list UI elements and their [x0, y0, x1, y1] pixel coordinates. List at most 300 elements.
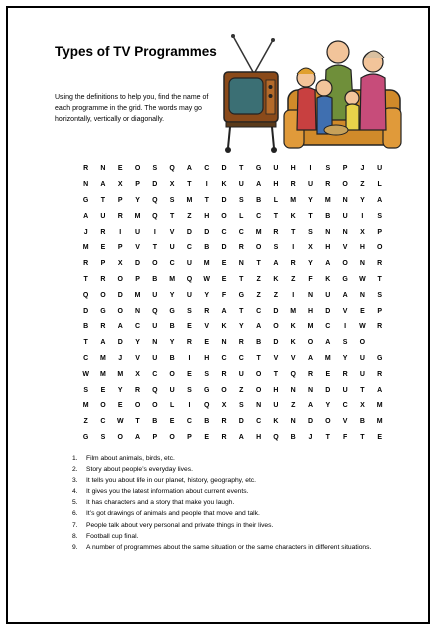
grid-letter[interactable]: V [342, 307, 348, 315]
grid-letter[interactable]: V [342, 244, 348, 252]
grid-letter[interactable]: O [134, 165, 141, 173]
grid-letter[interactable]: D [83, 307, 89, 315]
grid-letter[interactable]: K [325, 275, 331, 283]
grid-letter[interactable]: C [256, 307, 262, 315]
grid-letter[interactable]: U [359, 354, 365, 362]
grid-letter[interactable]: P [117, 244, 123, 252]
grid-letter[interactable]: R [135, 386, 141, 394]
grid-letter[interactable]: R [290, 260, 296, 268]
grid-letter[interactable]: K [221, 181, 227, 189]
grid-letter[interactable]: C [100, 418, 106, 426]
grid-letter[interactable]: C [238, 354, 244, 362]
grid-letter[interactable]: P [342, 165, 348, 173]
grid-letter[interactable]: Y [135, 339, 140, 347]
grid-letter[interactable]: A [135, 433, 141, 441]
grid-letter[interactable]: E [100, 386, 106, 394]
grid-letter[interactable]: T [239, 165, 244, 173]
grid-letter[interactable]: T [360, 433, 365, 441]
grid-letter[interactable]: Q [152, 212, 158, 220]
grid-letter[interactable]: T [360, 386, 365, 394]
grid-letter[interactable]: Q [152, 386, 158, 394]
grid-letter[interactable]: N [307, 291, 314, 299]
grid-letter[interactable]: J [83, 228, 88, 236]
grid-letter[interactable]: O [169, 433, 175, 441]
grid-letter[interactable]: E [169, 418, 175, 426]
grid-letter[interactable]: Q [204, 402, 210, 410]
grid-letter[interactable]: G [255, 165, 262, 173]
grid-letter[interactable]: A [100, 339, 106, 347]
grid-letter[interactable]: A [256, 181, 262, 189]
grid-letter[interactable]: C [325, 323, 331, 331]
grid-letter[interactable]: U [359, 370, 365, 378]
grid-letter[interactable]: E [221, 260, 227, 268]
grid-letter[interactable]: S [325, 165, 331, 173]
grid-letter[interactable]: O [376, 244, 383, 252]
grid-letter[interactable]: P [100, 260, 106, 268]
grid-letter[interactable]: D [307, 418, 314, 426]
grid-letter[interactable]: N [221, 339, 227, 347]
grid-letter[interactable]: B [83, 323, 89, 331]
grid-letter[interactable]: C [169, 260, 175, 268]
grid-letter[interactable]: B [152, 275, 158, 283]
grid-letter[interactable]: C [256, 212, 262, 220]
grid-letter[interactable]: U [307, 181, 314, 189]
grid-letter[interactable]: Q [152, 196, 158, 204]
grid-letter[interactable]: A [307, 402, 314, 410]
grid-letter[interactable]: K [290, 323, 296, 331]
grid-letter[interactable]: O [117, 275, 123, 283]
grid-letter[interactable]: N [307, 386, 314, 394]
grid-letter[interactable]: A [377, 196, 383, 204]
grid-letter[interactable]: V [135, 354, 140, 362]
grid-letter[interactable]: E [187, 370, 192, 378]
grid-letter[interactable]: G [342, 275, 348, 283]
grid-letter[interactable]: E [100, 244, 106, 252]
grid-letter[interactable]: B [204, 244, 210, 252]
grid-letter[interactable]: O [152, 402, 158, 410]
grid-letter[interactable]: T [273, 212, 279, 220]
grid-letter[interactable]: R [325, 181, 331, 189]
grid-letter[interactable]: C [238, 228, 244, 236]
grid-letter[interactable]: X [360, 228, 365, 236]
grid-letter[interactable]: X [169, 181, 175, 189]
grid-letter[interactable]: P [377, 307, 383, 315]
grid-letter[interactable]: R [290, 181, 296, 189]
grid-letter[interactable]: P [377, 228, 383, 236]
grid-letter[interactable]: U [100, 212, 106, 220]
grid-letter[interactable]: L [273, 196, 279, 204]
grid-letter[interactable]: D [325, 307, 331, 315]
grid-letter[interactable]: K [273, 275, 279, 283]
grid-letter[interactable]: E [325, 370, 331, 378]
grid-letter[interactable]: N [342, 228, 348, 236]
grid-letter[interactable]: U [238, 370, 244, 378]
grid-letter[interactable]: C [83, 354, 89, 362]
grid-letter[interactable]: H [204, 212, 210, 220]
grid-letter[interactable]: T [135, 418, 140, 426]
grid-letter[interactable]: B [256, 196, 262, 204]
grid-letter[interactable]: K [290, 339, 296, 347]
grid-letter[interactable]: V [135, 244, 140, 252]
grid-letter[interactable]: R [307, 370, 314, 378]
grid-letter[interactable]: C [256, 418, 262, 426]
grid-letter[interactable]: S [377, 212, 383, 220]
grid-letter[interactable]: P [135, 275, 140, 283]
grid-letter[interactable]: D [135, 260, 141, 268]
grid-letter[interactable]: N [342, 196, 348, 204]
grid-letter[interactable]: V [290, 354, 296, 362]
grid-letter[interactable]: U [169, 244, 175, 252]
grid-letter[interactable]: B [169, 323, 175, 331]
grid-letter[interactable]: A [117, 323, 123, 331]
grid-letter[interactable]: G [82, 196, 89, 204]
grid-letter[interactable]: A [325, 339, 331, 347]
grid-letter[interactable]: I [153, 228, 156, 236]
grid-letter[interactable]: P [135, 181, 140, 189]
grid-letter[interactable]: F [221, 291, 227, 299]
grid-letter[interactable]: D [221, 196, 227, 204]
grid-letter[interactable]: L [239, 212, 244, 220]
grid-letter[interactable]: P [117, 196, 123, 204]
grid-letter[interactable]: U [238, 181, 244, 189]
grid-letter[interactable]: I [119, 228, 122, 236]
grid-letter[interactable]: O [359, 339, 366, 347]
grid-letter[interactable]: O [307, 339, 314, 347]
grid-letter[interactable]: Z [273, 291, 279, 299]
grid-letter[interactable]: C [186, 244, 192, 252]
grid-letter[interactable]: H [290, 165, 296, 173]
grid-letter[interactable]: A [256, 323, 262, 331]
grid-letter[interactable]: M [186, 196, 193, 204]
grid-letter[interactable]: O [152, 260, 158, 268]
grid-letter[interactable]: V [204, 323, 210, 331]
grid-letter[interactable]: C [204, 165, 210, 173]
grid-letter[interactable]: Q [82, 291, 89, 299]
grid-letter[interactable]: R [342, 370, 348, 378]
grid-letter[interactable]: O [325, 418, 331, 426]
grid-letter[interactable]: T [100, 196, 106, 204]
grid-letter[interactable]: C [342, 402, 348, 410]
grid-letter[interactable]: I [344, 323, 347, 331]
grid-letter[interactable]: B [204, 418, 210, 426]
grid-letter[interactable]: D [221, 244, 227, 252]
grid-letter[interactable]: U [152, 354, 158, 362]
grid-letter[interactable]: R [377, 323, 383, 331]
grid-letter[interactable]: L [169, 402, 175, 410]
grid-letter[interactable]: Z [291, 275, 296, 283]
grid-letter[interactable]: C [135, 323, 141, 331]
grid-letter[interactable]: Z [256, 275, 261, 283]
grid-letter[interactable]: S [308, 228, 313, 236]
grid-letter[interactable]: U [135, 228, 141, 236]
grid-letter[interactable]: Z [239, 386, 244, 394]
grid-letter[interactable]: R [377, 370, 383, 378]
grid-letter[interactable]: C [186, 418, 192, 426]
grid-letter[interactable]: R [238, 244, 244, 252]
grid-letter[interactable]: N [135, 307, 141, 315]
grid-letter[interactable]: A [221, 307, 227, 315]
grid-letter[interactable]: G [100, 307, 106, 315]
grid-letter[interactable]: V [342, 418, 348, 426]
grid-letter[interactable]: B [290, 433, 296, 441]
grid-letter[interactable]: H [273, 386, 279, 394]
grid-letter[interactable]: N [359, 291, 365, 299]
grid-letter[interactable]: B [325, 212, 331, 220]
grid-letter[interactable]: Q [290, 370, 296, 378]
grid-letter[interactable]: M [134, 212, 141, 220]
grid-letter[interactable]: I [292, 291, 295, 299]
grid-letter[interactable]: D [238, 418, 244, 426]
grid-letter[interactable]: Q [152, 307, 158, 315]
grid-letter[interactable]: U [186, 260, 192, 268]
grid-letter[interactable]: M [100, 354, 106, 362]
grid-letter[interactable]: S [187, 386, 192, 394]
grid-letter[interactable]: D [117, 291, 123, 299]
grid-letter[interactable]: Z [187, 212, 192, 220]
grid-letter[interactable]: R [186, 339, 192, 347]
grid-letter[interactable]: G [204, 386, 210, 394]
grid-letter[interactable]: Y [204, 291, 210, 299]
grid-letter[interactable]: S [238, 196, 244, 204]
grid-letter[interactable]: K [290, 212, 296, 220]
grid-letter[interactable]: X [117, 260, 123, 268]
grid-letter[interactable]: Z [291, 402, 296, 410]
grid-letter[interactable]: D [117, 339, 123, 347]
grid-letter[interactable]: M [290, 307, 297, 315]
grid-letter[interactable]: E [204, 339, 210, 347]
grid-letter[interactable]: H [307, 307, 314, 315]
grid-letter[interactable]: O [100, 402, 106, 410]
grid-letter[interactable]: Q [169, 165, 175, 173]
grid-letter[interactable]: W [116, 418, 124, 426]
grid-letter[interactable]: A [100, 181, 106, 189]
grid-letter[interactable]: A [307, 354, 314, 362]
grid-letter[interactable]: Z [256, 291, 261, 299]
grid-letter[interactable]: B [169, 354, 175, 362]
grid-letter[interactable]: O [273, 323, 279, 331]
grid-letter[interactable]: S [273, 244, 279, 252]
grid-letter[interactable]: U [377, 165, 383, 173]
grid-letter[interactable]: U [152, 291, 158, 299]
grid-letter[interactable]: N [83, 181, 89, 189]
grid-letter[interactable]: Y [325, 402, 331, 410]
grid-letter[interactable]: N [152, 339, 158, 347]
grid-letter[interactable]: G [82, 433, 89, 441]
grid-letter[interactable]: E [360, 307, 365, 315]
grid-letter[interactable]: U [186, 291, 192, 299]
grid-letter[interactable]: W [82, 370, 89, 378]
grid-letter[interactable]: X [117, 181, 123, 189]
grid-letter[interactable]: A [238, 433, 244, 441]
grid-letter[interactable]: U [169, 386, 175, 394]
grid-letter[interactable]: T [308, 212, 313, 220]
grid-letter[interactable]: R [100, 228, 106, 236]
grid-letter[interactable]: F [342, 433, 348, 441]
grid-letter[interactable]: R [83, 260, 89, 268]
grid-letter[interactable]: T [187, 181, 192, 189]
grid-letter[interactable]: J [360, 165, 365, 173]
grid-letter[interactable]: M [324, 196, 331, 204]
grid-letter[interactable]: T [256, 260, 261, 268]
grid-letter[interactable]: K [221, 323, 227, 331]
grid-letter[interactable]: Y [308, 260, 313, 268]
grid-letter[interactable]: R [221, 418, 227, 426]
grid-letter[interactable]: O [117, 307, 123, 315]
grid-letter[interactable]: Y [135, 196, 140, 204]
grid-letter[interactable]: Z [360, 181, 365, 189]
grid-letter[interactable]: O [117, 433, 123, 441]
grid-letter[interactable]: M [376, 418, 383, 426]
grid-letter[interactable]: N [238, 260, 244, 268]
grid-letter[interactable]: W [359, 323, 366, 331]
grid-letter[interactable]: E [221, 275, 227, 283]
grid-letter[interactable]: P [152, 433, 158, 441]
grid-letter[interactable]: Y [238, 323, 244, 331]
grid-letter[interactable]: R [221, 433, 227, 441]
grid-letter[interactable]: U [273, 165, 279, 173]
grid-letter[interactable]: E [117, 402, 123, 410]
grid-letter[interactable]: I [205, 181, 208, 189]
grid-letter[interactable]: I [188, 402, 191, 410]
grid-letter[interactable]: N [325, 228, 331, 236]
grid-letter[interactable]: U [325, 291, 331, 299]
grid-letter[interactable]: T [239, 275, 244, 283]
grid-letter[interactable]: R [273, 228, 279, 236]
grid-letter[interactable]: Q [186, 275, 193, 283]
grid-letter[interactable]: E [204, 433, 210, 441]
grid-letter[interactable]: T [377, 275, 382, 283]
grid-letter[interactable]: U [152, 323, 158, 331]
grid-letter[interactable]: R [117, 212, 123, 220]
grid-letter[interactable]: M [203, 260, 210, 268]
grid-letter[interactable]: T [169, 212, 175, 220]
grid-letter[interactable]: U [342, 386, 348, 394]
grid-letter[interactable]: D [325, 386, 331, 394]
grid-letter[interactable]: T [291, 228, 296, 236]
grid-letter[interactable]: N [290, 418, 296, 426]
grid-letter[interactable]: R [377, 260, 383, 268]
grid-letter[interactable]: N [100, 165, 106, 173]
grid-letter[interactable]: T [83, 339, 88, 347]
grid-letter[interactable]: O [100, 291, 106, 299]
grid-letter[interactable]: U [273, 402, 279, 410]
grid-letter[interactable]: S [100, 433, 106, 441]
grid-letter[interactable]: I [361, 212, 364, 220]
grid-letter[interactable]: D [273, 307, 279, 315]
grid-letter[interactable]: M [100, 370, 106, 378]
grid-letter[interactable]: O [221, 386, 227, 394]
grid-letter[interactable]: H [204, 354, 210, 362]
grid-letter[interactable]: M [134, 291, 141, 299]
grid-letter[interactable]: D [273, 339, 279, 347]
grid-letter[interactable]: T [273, 370, 279, 378]
grid-letter[interactable]: A [342, 291, 348, 299]
grid-letter[interactable]: R [221, 370, 227, 378]
grid-letter[interactable]: R [100, 275, 106, 283]
grid-letter[interactable]: N [290, 386, 296, 394]
grid-letter[interactable]: M [290, 196, 297, 204]
grid-letter[interactable]: R [83, 165, 89, 173]
grid-letter[interactable]: T [239, 307, 244, 315]
grid-letter[interactable]: X [360, 402, 365, 410]
grid-letter[interactable]: W [203, 275, 211, 283]
grid-letter[interactable]: H [325, 244, 331, 252]
grid-letter[interactable]: L [377, 181, 382, 189]
grid-letter[interactable]: B [256, 339, 262, 347]
grid-letter[interactable]: H [256, 433, 262, 441]
grid-letter[interactable]: G [238, 291, 245, 299]
grid-letter[interactable]: D [186, 228, 192, 236]
grid-letter[interactable]: C [221, 228, 227, 236]
grid-letter[interactable]: I [292, 244, 295, 252]
grid-letter[interactable]: M [117, 370, 124, 378]
grid-letter[interactable]: A [273, 260, 279, 268]
grid-letter[interactable]: O [255, 370, 262, 378]
grid-letter[interactable]: X [221, 402, 227, 410]
grid-letter[interactable]: K [273, 418, 279, 426]
grid-letter[interactable]: D [204, 228, 210, 236]
grid-letter[interactable]: Q [273, 433, 279, 441]
grid-letter[interactable]: B [152, 418, 158, 426]
grid-letter[interactable]: Y [308, 196, 313, 204]
grid-letter[interactable]: T [204, 196, 209, 204]
grid-letter[interactable]: G [169, 307, 175, 315]
grid-letter[interactable]: S [377, 291, 383, 299]
grid-letter[interactable]: O [134, 402, 141, 410]
grid-letter[interactable]: O [169, 370, 175, 378]
grid-letter[interactable]: M [82, 244, 89, 252]
grid-letter[interactable]: Y [169, 339, 175, 347]
grid-letter[interactable]: Y [342, 354, 348, 362]
grid-letter[interactable]: R [100, 323, 106, 331]
grid-letter[interactable]: Y [169, 291, 175, 299]
grid-letter[interactable]: X [135, 370, 140, 378]
grid-letter[interactable]: P [187, 433, 192, 441]
grid-letter[interactable]: R [238, 339, 244, 347]
grid-letter[interactable]: C [152, 370, 158, 378]
grid-letter[interactable]: C [221, 354, 227, 362]
grid-letter[interactable]: S [169, 196, 175, 204]
grid-letter[interactable]: Y [117, 386, 123, 394]
grid-letter[interactable]: G [376, 354, 383, 362]
grid-letter[interactable]: J [308, 433, 313, 441]
grid-letter[interactable]: M [255, 228, 262, 236]
grid-letter[interactable]: S [342, 339, 348, 347]
grid-letter[interactable]: S [187, 307, 192, 315]
grid-letter[interactable]: O [255, 386, 262, 394]
grid-letter[interactable]: F [308, 275, 313, 283]
grid-letter[interactable]: X [308, 244, 313, 252]
grid-letter[interactable]: V [169, 228, 175, 236]
grid-letter[interactable]: I [188, 354, 191, 362]
grid-letter[interactable]: Z [83, 418, 88, 426]
grid-letter[interactable]: I [309, 165, 312, 173]
grid-letter[interactable]: M [324, 354, 331, 362]
grid-letter[interactable]: T [83, 275, 88, 283]
grid-letter[interactable]: S [152, 165, 158, 173]
grid-letter[interactable]: H [359, 244, 365, 252]
grid-letter[interactable]: A [377, 386, 383, 394]
grid-letter[interactable]: E [377, 433, 383, 441]
grid-letter[interactable]: M [376, 402, 383, 410]
grid-letter[interactable]: T [152, 244, 157, 252]
grid-letter[interactable]: D [221, 165, 227, 173]
grid-letter[interactable]: W [359, 275, 366, 283]
grid-letter[interactable]: M [169, 275, 176, 283]
grid-letter[interactable]: J [118, 354, 123, 362]
grid-letter[interactable]: N [256, 402, 262, 410]
grid-letter[interactable]: N [359, 260, 365, 268]
